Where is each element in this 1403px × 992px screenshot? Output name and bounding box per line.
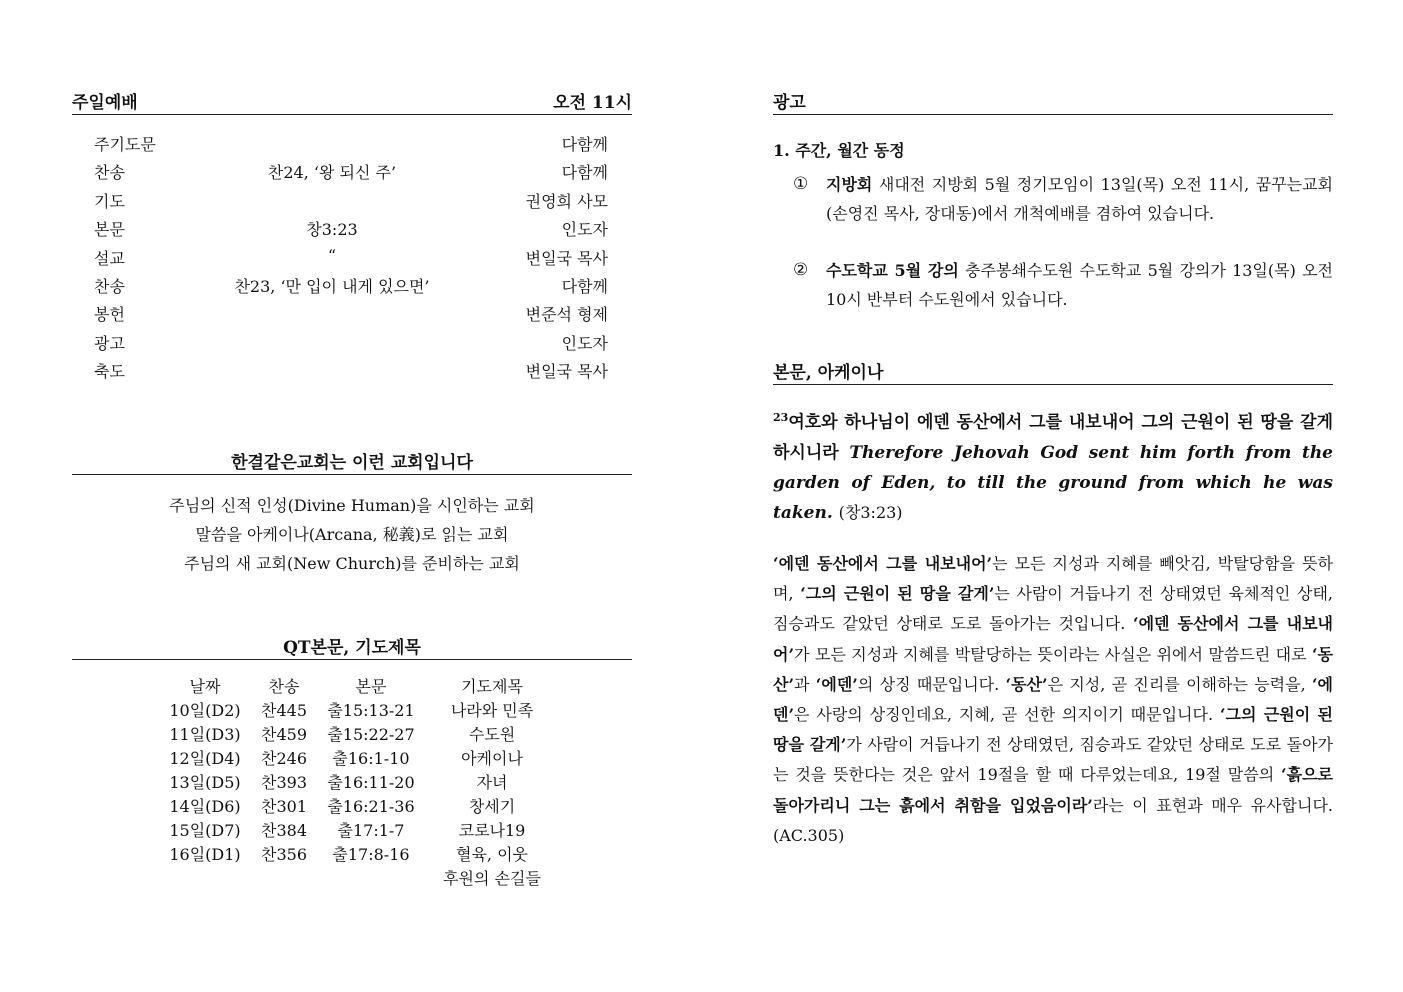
qt-prayer: 코로나19: [458, 821, 526, 840]
order-leader: 변일국 목사: [525, 362, 608, 382]
order-row: [72, 187, 632, 215]
qt-col-date: 날짜: [189, 677, 221, 696]
order-leader: 변준석 형제: [525, 305, 608, 325]
scripture-header: [773, 362, 1333, 385]
ad-item-heading: 수도학교 5월 강의: [826, 261, 959, 280]
order-item: 찬송: [94, 276, 125, 296]
mission-line: 주님의 새 교회(New Church)를 준비하는 교회: [184, 554, 520, 573]
qt-hymn: 찬301: [261, 797, 307, 816]
verse-korean: 여호와 하나님이 에덴 동산에서 그를 내보내어 그의 근원이 된 땅을 갈게 하시니라: [773, 412, 1333, 463]
qt-col-text: 본문: [355, 677, 387, 696]
ad-item: [793, 256, 1333, 314]
service-title: 주일예배: [72, 93, 138, 113]
order-item: 설교: [94, 248, 125, 268]
explanation-quote: ‘그의 근원이 된 땅을 갈게’: [800, 584, 995, 604]
qt-prayer: 수도원: [468, 725, 516, 744]
ads-header: [773, 92, 1333, 115]
qt-header: [72, 637, 632, 660]
order-leader: 다함께: [561, 163, 608, 183]
ad-item-number: ①: [793, 174, 809, 194]
qt-hymn: 찬393: [261, 773, 307, 792]
explanation-text: 과: [794, 674, 816, 694]
explanation-quote: ‘동산’: [1005, 674, 1048, 694]
ads-subtitle: 1. 주간, 월간 동정: [773, 141, 905, 160]
mission-statements: [72, 491, 632, 578]
order-item: 본문: [94, 220, 125, 240]
order-row: [72, 329, 632, 357]
qt-prayer: 나라와 민족: [450, 701, 534, 720]
qt-text: 출15:13-21: [327, 701, 415, 720]
explanation-text: 라는 이 표현과 매우 유사합니다. (AC.305): [773, 795, 1334, 845]
order-item: 봉헌: [94, 305, 125, 325]
ad-item-heading: 지방회: [826, 175, 873, 194]
order-item: 광고: [94, 333, 125, 353]
explanation-quote: ‘에덴 동산에서 그를 내보내어’: [773, 554, 993, 573]
qt-prayer: 아케이나: [461, 749, 523, 768]
qt-prayer: 혈육, 이웃: [456, 845, 528, 864]
qt-text: 출16:11-20: [327, 773, 415, 792]
order-of-service: [72, 130, 632, 386]
order-row: [72, 357, 632, 385]
qt-hymn: 찬384: [261, 821, 307, 840]
explanation-text: 가 모든 지성과 지혜를 박탈당하는 뜻이라는 사실은 위에서 말씀드린 대로: [794, 644, 1312, 664]
order-content: 찬23, ‘만 입이 내게 있으면’: [234, 276, 430, 296]
qt-text: 출16:1-10: [332, 749, 410, 768]
ad-item: [793, 170, 1333, 228]
explanation-quote: ‘동산’: [773, 644, 1333, 694]
order-item: 주기도문: [94, 135, 156, 154]
qt-col-prayer: 기도제목: [461, 677, 523, 696]
qt-prayer: 후원의 손길들: [443, 869, 541, 888]
qt-text: 출16:21-36: [327, 797, 415, 816]
explanation-text: 는 모든 지성과 지혜를 빼앗김, 박탈당함을 뜻하며,: [773, 554, 1333, 604]
explanation-quote: ‘그의 근원이 된 땅을 갈게’: [773, 705, 1334, 755]
qt-prayer: 자녀: [476, 773, 508, 792]
explanation-text: 가 사람이 거듭나기 전 상태였던, 짐승과도 같았던 상태로 도로 돌아가는 것을 뜻한다는 것은 앞서 19절을 할 때 다루었는데요, 19절 말씀의: [773, 735, 1333, 785]
qt-title: QT본문, 기도제목: [283, 638, 421, 658]
order-item: 기도: [94, 191, 125, 211]
qt-hymn: 찬445: [261, 701, 307, 720]
order-row: [72, 130, 632, 158]
order-leader: 다함께: [561, 276, 608, 296]
service-time: 오전 11시: [553, 93, 632, 113]
mission-line: 주님의 신적 인성(Divine Human)을 시인하는 교회: [169, 496, 535, 515]
order-content: 창3:23: [306, 220, 358, 240]
service-header: [72, 92, 632, 115]
ad-item-text: 충주봉쇄수도원 수도학교 5월 강의가 13일(목) 오전 10시 반부터 수도원에서 있습니다.: [826, 261, 1333, 309]
order-leader: 변일국 목사: [525, 248, 608, 268]
mission-header: [72, 452, 632, 475]
explanation-quote: ‘에덴’: [815, 674, 858, 694]
qt-date: 14일(D6): [169, 797, 241, 816]
explanation-text: 은 사랑의 상징인데요, 지혜, 곧 선한 의지이기 때문입니다.: [794, 705, 1220, 725]
order-leader: 인도자: [561, 333, 608, 353]
explanation-text: 의 상징 때문입니다.: [857, 674, 1006, 694]
ad-item-number: ②: [793, 260, 809, 280]
order-leader: 권영희 사모: [525, 191, 608, 211]
order-item: 찬송: [94, 163, 125, 183]
order-row: [72, 300, 632, 328]
qt-date: 15일(D7): [169, 821, 241, 840]
verse-number: 23: [773, 411, 789, 424]
qt-text: 출15:22-27: [327, 725, 415, 744]
qt-date: 16일(D1): [169, 845, 241, 864]
qt-text: 출17:1-7: [337, 821, 405, 840]
scripture-explanation: [773, 549, 1333, 851]
ads-title: 광고: [773, 93, 806, 113]
explanation-text: 은 지성, 곧 진리를 이해하는 능력을,: [1047, 674, 1312, 694]
explanation-quote: ‘흙으로 돌아가리니 그는 흙에서 취함을 입었음이라’: [773, 765, 1333, 815]
explanation-quote: ‘에덴’: [773, 674, 1333, 725]
explanation-text: 는 사람이 거듭나기 전 상태였던 육체적인 상태, 짐승과도 같았던 상태로 도로 돌아가는 것입니다.: [773, 584, 1333, 634]
scripture-title: 본문, 아케이나: [773, 363, 884, 383]
scripture-verse: [773, 403, 1333, 528]
qt-text: 출17:8-16: [332, 845, 410, 864]
qt-date: 11일(D3): [169, 725, 241, 744]
qt-date: 13일(D5): [169, 773, 241, 792]
mission-line: 말씀을 아케이나(Arcana, 秘義)로 읽는 교회: [195, 525, 509, 544]
order-row: [72, 215, 632, 243]
qt-hymn: 찬356: [261, 845, 307, 864]
explanation-quote: ‘에덴 동산에서 그를 내보내어’: [773, 614, 1333, 664]
order-row: [72, 158, 632, 186]
order-row: [72, 272, 632, 300]
qt-date: 10일(D2): [169, 701, 241, 720]
order-row: [72, 244, 632, 272]
verse-reference: (창3:23): [838, 502, 903, 522]
mission-title: 한결같은교회는 이런 교회입니다: [231, 453, 473, 473]
qt-hymn: 찬246: [261, 749, 307, 768]
order-item: 축도: [94, 362, 125, 382]
order-leader: 다함께: [561, 135, 608, 154]
order-leader: 인도자: [561, 220, 608, 240]
verse-english: Therefore Jehovah God sent him forth from the garden of Eden, to till the ground from which he was taken.: [773, 442, 1333, 523]
qt-prayer: 창세기: [468, 797, 516, 816]
qt-date: 12일(D4): [169, 749, 241, 768]
ad-item-text: 새대전 지방회 5월 정기모임이 13일(목) 오전 11시, 꿈꾸는교회(손영진 목사, 장대동)에서 개척예배를 겸하여 있습니다.: [826, 175, 1333, 223]
qt-hymn: 찬459: [261, 725, 307, 744]
order-content: 찬24, ‘왕 되신 주’: [267, 163, 397, 183]
order-content: “: [327, 245, 337, 265]
qt-col-hymn: 찬송: [268, 677, 300, 696]
